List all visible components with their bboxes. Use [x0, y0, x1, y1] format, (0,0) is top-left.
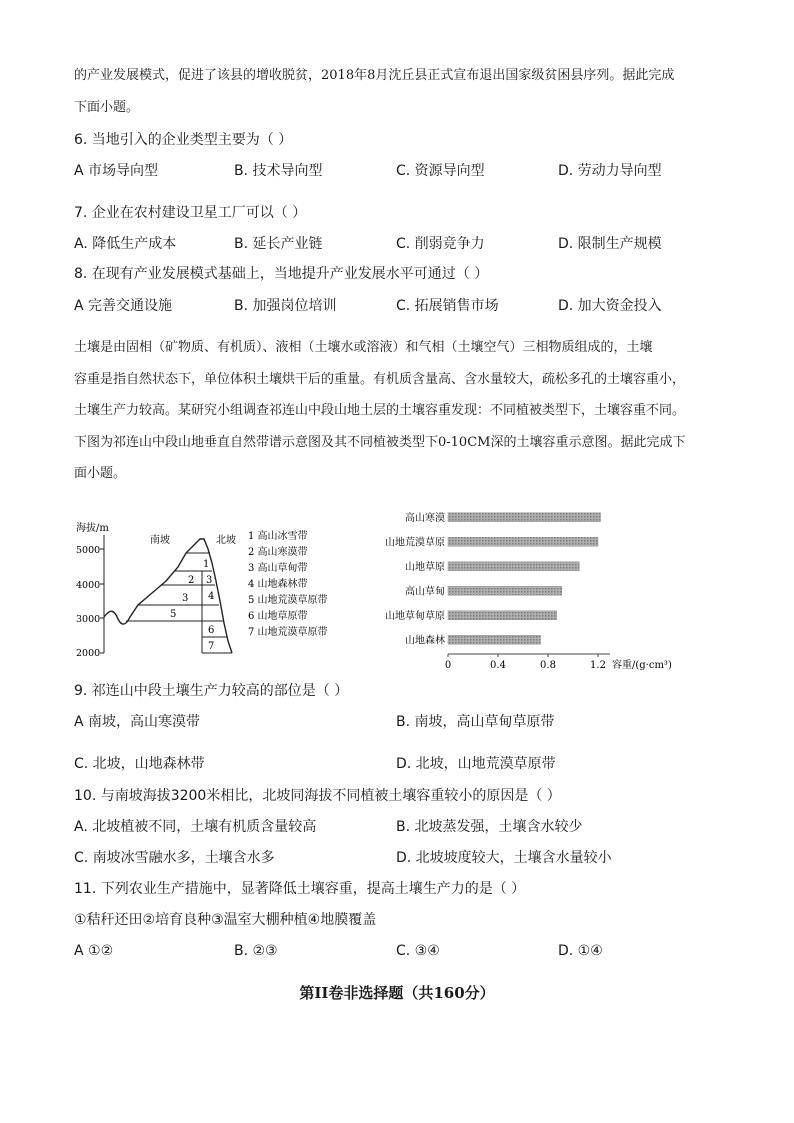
q10-option-b[interactable]: B. 北坡蒸发强，土壤含水较少: [396, 819, 583, 835]
passage-line: 土壤是由固相（矿物质、有机质）、液相（土壤水或溶液）和气相（土壤空气）三相物质组成的，土壤: [74, 340, 653, 355]
zone-number-1: 1: [203, 559, 210, 570]
x-tick-label-3: 1.2: [590, 660, 606, 671]
q11-option-b[interactable]: B. ②③: [234, 943, 278, 959]
bar-4: [448, 611, 557, 620]
q8-option-b[interactable]: B. 加强岗位培训: [234, 298, 337, 314]
category-label-3: 高山草甸: [405, 586, 445, 598]
bar-2: [448, 562, 579, 571]
category-label-1: 山地荒漠草原: [385, 537, 445, 549]
zone-number-6: 6: [208, 625, 215, 636]
diagram-tick-3000: 3000: [76, 614, 101, 625]
section-title: 第II卷非选择题（共160分）: [299, 984, 495, 1002]
question-9-stem: 9. 祁连山中段土壤生产力较高的部位是（ ）: [74, 683, 349, 699]
legend-item-2: 2 高山寒漠带: [248, 547, 308, 558]
bar-3: [448, 586, 562, 595]
category-label-2: 山地草原: [405, 561, 445, 573]
x-tick-label-0: 0: [444, 660, 452, 671]
q6-option-c[interactable]: C. 资源导向型: [396, 163, 485, 179]
question-10-options: [74, 817, 754, 837]
q10-option-d[interactable]: D. 北坡坡度较大，土壤含水量较小: [396, 850, 612, 866]
zone-number-3: 3: [206, 575, 213, 586]
question-8-stem: 8. 在现有产业发展模式基础上，当地提升产业发展水平可通过（ ）: [74, 266, 489, 282]
question-6-options: [74, 161, 754, 181]
q7-option-c[interactable]: C. 削弱竞争力: [396, 236, 485, 252]
category-label-0: 高山寒漠: [405, 512, 445, 524]
legend-item-3: 3 高山草甸带: [248, 563, 308, 574]
zone-number-2: 2: [188, 575, 195, 586]
question-7-options: [74, 234, 754, 254]
q8-option-c[interactable]: C. 拓展销售市场: [396, 298, 499, 314]
passage-line: 面小题。: [74, 466, 127, 481]
q11-option-c[interactable]: C. ③④: [396, 943, 440, 959]
legend-item-5: 5 山地荒漠草原带: [248, 595, 328, 606]
passage-line: 容重是指自然状态下，单位体积土壤烘干后的重量。有机质含量高、含水量较大，疏松多孔的土壤容重小，: [74, 371, 686, 387]
diagram-tick-4000: 4000: [76, 580, 101, 591]
diagram-tick-5000: 5000: [76, 545, 101, 556]
zone-number-4: 4: [208, 591, 215, 602]
q11-option-d[interactable]: D. ①④: [558, 943, 603, 959]
passage-line: 土壤生产力较高。某研究小组调查祁连山中段山地土层的土壤容重发现：不同植被类型下，土壤容重不同。: [74, 403, 686, 418]
question-6-stem: 6. 当地引入的企业类型主要为（ ）: [74, 132, 293, 148]
q6-option-b[interactable]: B. 技术导向型: [234, 163, 323, 179]
diagram-y-label: 海拔/m: [76, 523, 109, 534]
reading-passage: [74, 332, 724, 490]
q7-option-a[interactable]: A. 降低生产成本: [74, 236, 177, 252]
passage-line: 下图为祁连山中段山地垂直自然带谱示意图及其不同植被类型下0-10CM深的土壤容重示意图。据此完成下: [74, 434, 686, 450]
bar-0: [448, 513, 601, 522]
q6-option-a[interactable]: A 市场导向型: [74, 163, 159, 179]
vertical-zone-diagram: [74, 505, 364, 665]
category-label-5: 山地森林: [405, 635, 445, 647]
category-label-4: 山地草甸草原: [385, 610, 445, 622]
zone-number-5: 5: [170, 609, 177, 620]
q7-option-b[interactable]: B. 延长产业链: [234, 236, 323, 252]
q9-option-a[interactable]: A 南坡，高山寒漠带: [74, 714, 201, 730]
legend-item-1: 1 高山冰雪带: [248, 531, 308, 542]
south-slope-label: 南坡: [150, 535, 170, 546]
q9-option-b[interactable]: B. 南坡，高山草甸草原带: [396, 714, 555, 730]
q11-option-a[interactable]: A ①②: [74, 943, 114, 959]
question-8-options: [74, 296, 754, 316]
diagram-tick-2000: 2000: [76, 648, 101, 659]
question-11-stem: 11. 下列农业生产措施中，显著降低土壤容重，提高土壤生产力的是（ ）: [74, 881, 526, 897]
zone-number-7: 7: [208, 641, 215, 652]
legend-item-4: 4 山地森林带: [248, 579, 308, 590]
question-9-options-2: [74, 754, 754, 774]
intro-line-2: 下面小题。: [74, 100, 140, 115]
question-10-stem: 10. 与南坡海拔3200米相比，北坡同海拔不同植被土壤容重较小的原因是（ ）: [74, 788, 561, 804]
legend-item-7: 7 山地荒漠草原带: [248, 627, 328, 638]
x-tick-label-1: 0.4: [490, 660, 506, 671]
q9-option-d[interactable]: D. 北坡，山地荒漠草原带: [396, 756, 556, 772]
q8-option-d[interactable]: D. 加大资金投入: [558, 298, 662, 314]
soil-density-chart: [368, 495, 678, 671]
question-11-options: [74, 941, 754, 961]
intro-line-1: 的产业发展模式，促进了该县的增收脱贫，2018年8月沈丘县正式宣布退出国家级贫困县序列。据此完成: [74, 68, 675, 83]
q10-option-a[interactable]: A. 北坡植被不同，土壤有机质含量较高: [74, 819, 317, 835]
q6-option-d[interactable]: D. 劳动力导向型: [558, 163, 662, 179]
q9-option-c[interactable]: C. 北坡，山地森林带: [74, 756, 205, 772]
x-axis-label: 容重/(g·cm³): [612, 660, 672, 671]
north-slope-label: 北坡: [216, 535, 236, 546]
question-11-items: ①秸秆还田②培育良种③温室大棚种植④地膜覆盖: [74, 912, 377, 928]
q7-option-d[interactable]: D. 限制生产规模: [558, 236, 662, 252]
legend-item-6: 6 山地草原带: [248, 611, 308, 622]
x-tick-label-2: 0.8: [540, 660, 556, 671]
question-7-stem: 7. 企业在农村建设卫星工厂可以（ ）: [74, 205, 307, 221]
q8-option-a[interactable]: A 完善交通设施: [74, 298, 173, 314]
q10-option-c[interactable]: C. 南坡冰雪融水多，土壤含水多: [74, 850, 275, 866]
zone-number-3b: 3: [182, 593, 189, 604]
bar-5: [448, 635, 541, 644]
bar-1: [448, 537, 598, 546]
question-10-options-2: [74, 848, 754, 868]
question-9-options: [74, 712, 754, 732]
